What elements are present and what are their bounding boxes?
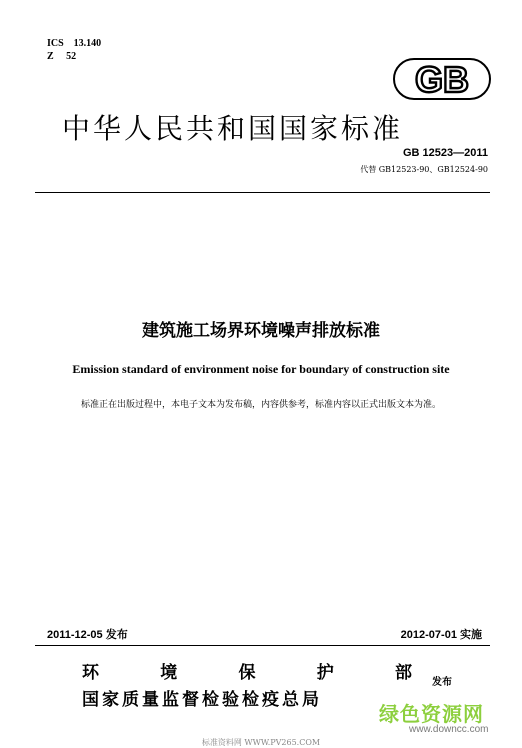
watermark-name: 绿色资源网 bbox=[379, 702, 484, 726]
ics-code: ICS 13.140 bbox=[47, 38, 102, 49]
document-title-en: Emission standard of environment noise for boundary of construction site bbox=[72, 362, 450, 376]
ics-classification bbox=[47, 37, 101, 63]
replaces-standards: 代替 GB12523-90、GB12524-90 bbox=[360, 165, 488, 174]
gb-logo-icon bbox=[393, 58, 491, 100]
document-title-cn: 建筑施工场界环境噪声排放标准 bbox=[142, 321, 380, 341]
footer-source: 标准资料网 WWW.PV265.COM bbox=[201, 738, 321, 747]
watermark-url: www.downcc.com bbox=[409, 724, 489, 735]
publication-note: 标准正在出版过程中，本电子文本为发布稿，内容供参考，标准内容以正式出版文本为准。 bbox=[80, 400, 441, 410]
issuer-char: 环 bbox=[82, 663, 99, 683]
effective-date: 2012-07-01 实施 bbox=[400, 629, 482, 641]
issue-date: 2011-12-05 发布 bbox=[47, 629, 128, 641]
footer-divider bbox=[35, 645, 490, 646]
watermark bbox=[379, 698, 515, 738]
issuer-aqsiq: 国家质量监督检验检疫总局 bbox=[82, 690, 322, 710]
header-divider bbox=[35, 192, 490, 193]
ccs-code: Z 52 bbox=[47, 51, 77, 62]
issuer-char: 保 bbox=[238, 663, 256, 683]
issuer-char: 护 bbox=[316, 663, 334, 683]
svg-text:GB: GB bbox=[415, 59, 469, 100]
standard-number: GB 12523—2011 bbox=[402, 147, 488, 159]
issued-label: 发布 bbox=[432, 677, 452, 688]
national-standard-title: 中华人民共和国国家标准 bbox=[62, 112, 404, 145]
issuer-char: 部 bbox=[395, 663, 412, 683]
issuer-char: 境 bbox=[160, 663, 178, 683]
issuer-ministry bbox=[82, 658, 412, 683]
